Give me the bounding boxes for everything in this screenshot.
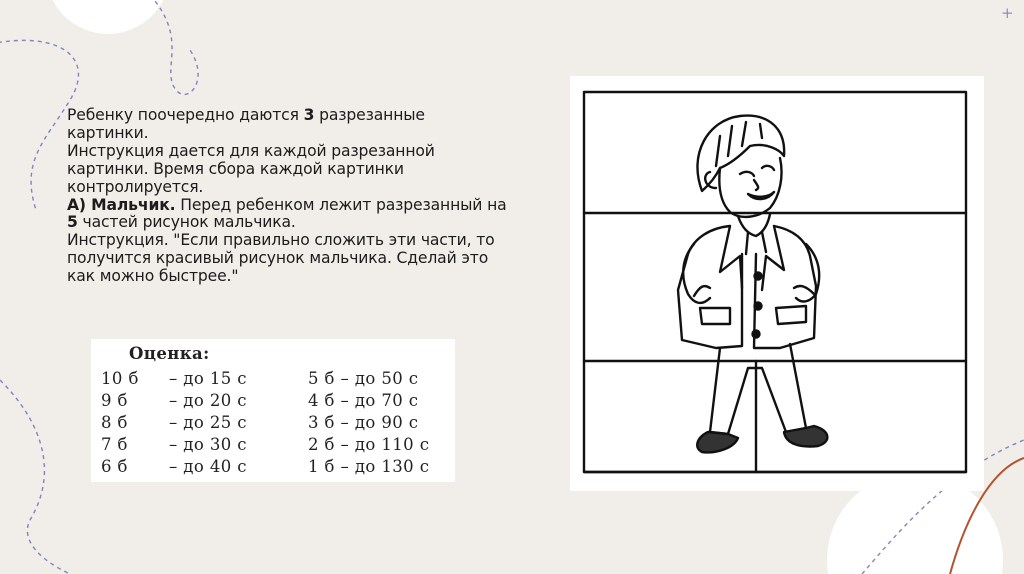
boy-smile (748, 192, 774, 199)
time-cell: – до 40 с (169, 457, 247, 476)
scoring-row (91, 391, 455, 413)
boy-left-shoe (697, 432, 738, 452)
boy-illustration (570, 76, 984, 491)
jacket-button (753, 331, 760, 338)
boy-left-arm (683, 244, 710, 303)
score-cell: 10 б (101, 369, 139, 388)
boy-hair (697, 116, 784, 191)
scoring-row (91, 435, 455, 457)
score-time-cell: 4 б – до 70 с (308, 391, 419, 410)
boy-right-arm (794, 244, 819, 301)
scoring-title: Оценка: (129, 344, 210, 363)
instruction-line-8: Инструкция. "Если правильно сложить эти части, то (67, 231, 495, 250)
jacket-pocket (776, 306, 806, 324)
instruction-line-3: Инструкция дается для каждой разрезанной (67, 141, 435, 160)
time-cell: – до 30 с (169, 435, 247, 454)
boy-right-shoe (784, 426, 827, 446)
score-time-cell: 1 б – до 130 с (308, 457, 430, 476)
instruction-line-10: как можно быстрее." (67, 267, 239, 286)
instruction-line-6: А) Мальчик. Перед ребенком лежит разрезанный на (67, 195, 507, 214)
score-time-cell: 3 б – до 90 с (308, 413, 419, 432)
top-left-circle (46, 0, 170, 34)
score-cell: 7 б (101, 435, 128, 454)
instruction-line-2: картинки. (67, 123, 149, 142)
time-cell: – до 20 с (169, 391, 247, 410)
instruction-line-7: 5 частей рисунок мальчика. (67, 213, 296, 232)
instruction-text (67, 107, 547, 286)
time-cell: – до 25 с (169, 413, 247, 432)
scoring-row (91, 413, 455, 435)
section-heading: А) Мальчик. (67, 195, 176, 214)
score-time-cell: 5 б – до 50 с (308, 369, 419, 388)
time-cell: – до 15 с (169, 369, 247, 388)
instruction-line-1: Ребенку поочередно даются 3 разрезанные (67, 106, 425, 124)
scoring-row (91, 369, 455, 391)
instruction-line-4: картинки. Время сбора каждой картинки (67, 159, 404, 178)
jacket-pocket (700, 308, 730, 324)
score-cell: 9 б (101, 391, 128, 410)
instruction-line-5: контролируется. (67, 177, 204, 196)
cut-picture-boy (570, 76, 984, 491)
score-time-cell: 2 б – до 110 с (308, 435, 430, 454)
dashed-curve-top (150, 0, 198, 94)
plus-mark: + (1001, 4, 1014, 22)
jacket-button (755, 273, 762, 280)
boy-trousers (710, 344, 806, 434)
jacket-button (755, 303, 762, 310)
score-cell: 8 б (101, 413, 128, 432)
score-cell: 6 б (101, 457, 128, 476)
scoring-table (91, 339, 455, 482)
dashed-curve-bottom-left (0, 380, 70, 574)
instruction-line-9: получится красивый рисунок мальчика. Сделай это (67, 249, 489, 268)
scoring-row (91, 457, 455, 479)
